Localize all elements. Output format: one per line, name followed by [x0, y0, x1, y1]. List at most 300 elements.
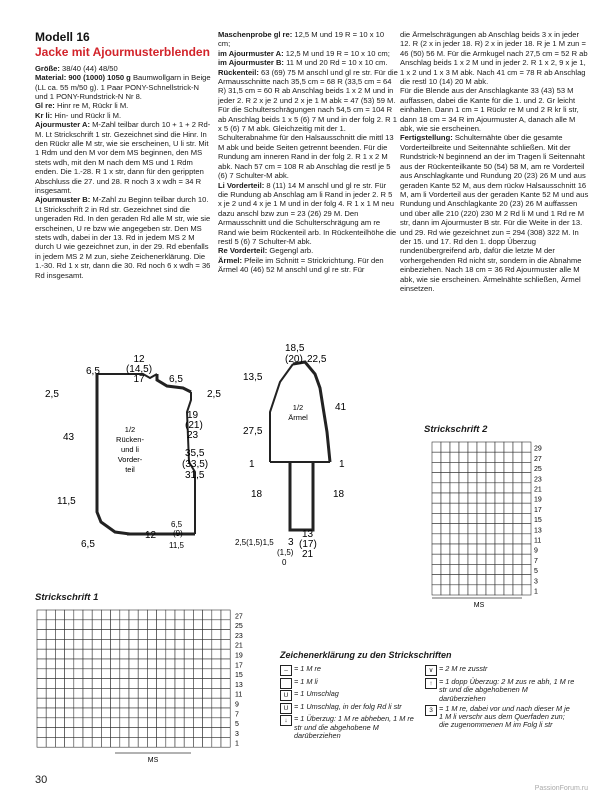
- dim-width-top: 12: [133, 354, 145, 365]
- chart-cell: [504, 473, 513, 483]
- chart-cell: [55, 669, 64, 679]
- chart-cell: [92, 718, 101, 728]
- chart-cell: [184, 620, 193, 630]
- dim-1-left: 1: [249, 459, 255, 470]
- paragraph-heading: Material: 900 (1000) 1050 g: [35, 73, 131, 83]
- chart-cell: [147, 698, 156, 708]
- chart-cell: [111, 688, 120, 698]
- chart-cell: [468, 544, 477, 554]
- chart-cell: [513, 534, 522, 544]
- chart-cell: [175, 639, 184, 649]
- chart-cell: [432, 493, 441, 503]
- chart-cell: [432, 483, 441, 493]
- chart-cell: [37, 610, 46, 620]
- chart-cell: [129, 698, 138, 708]
- dim-41: 41: [335, 402, 347, 413]
- chart-cell: [175, 679, 184, 689]
- chart-cell: [468, 585, 477, 595]
- paragraph-text: 12,5 M und 19 R = 10 x 10 cm;: [283, 48, 390, 58]
- chart-cell: [513, 462, 522, 472]
- row-number: 17: [534, 506, 542, 514]
- chart-cell: [101, 630, 110, 640]
- legend-symbol: [280, 678, 292, 689]
- chart-cell: [212, 698, 221, 708]
- chart-cell: [450, 524, 459, 534]
- chart-cell: [432, 544, 441, 554]
- chart-cell: [157, 610, 166, 620]
- chart-cell: [203, 630, 212, 640]
- chart-cell: [450, 462, 459, 472]
- chart-cell: [184, 737, 193, 747]
- chart-cell: [459, 483, 468, 493]
- chart-cell: [441, 524, 450, 534]
- chart-cell: [92, 728, 101, 738]
- paragraph: [218, 58, 398, 67]
- chart-cell: [193, 620, 202, 630]
- chart-cell: [522, 585, 531, 595]
- chart-cell: [193, 659, 202, 669]
- chart-cell: [441, 513, 450, 523]
- chart-cell: [65, 688, 74, 698]
- chart-cell: [83, 620, 92, 630]
- chart-cell: [147, 728, 156, 738]
- chart-cell: [83, 688, 92, 698]
- chart-cell: [166, 728, 175, 738]
- dim-17-sleeve: (17): [299, 539, 317, 550]
- paragraph-heading: Gl re:: [35, 101, 55, 111]
- chart-cell: [504, 493, 513, 503]
- svg-text:teil: teil: [125, 465, 135, 474]
- chart-cell: [157, 718, 166, 728]
- chart-cell: [513, 564, 522, 574]
- chart-cell: [221, 708, 230, 718]
- chart-cell: [74, 708, 83, 718]
- chart-cell: [111, 639, 120, 649]
- chart-cell: [495, 575, 504, 585]
- chart-cell: [193, 639, 202, 649]
- row-number: 13: [534, 527, 542, 535]
- chart-cell: [477, 483, 486, 493]
- chart-cell: [55, 659, 64, 669]
- schematic-sleeve: [235, 343, 365, 567]
- chart-cell: [468, 575, 477, 585]
- chart-cell: [495, 524, 504, 534]
- chart-cell: [83, 698, 92, 708]
- chart-cell: [46, 688, 55, 698]
- chart-cell: [504, 534, 513, 544]
- chart-cell: [477, 575, 486, 585]
- chart-cell: [111, 620, 120, 630]
- legend: [280, 650, 580, 742]
- row-number: 7: [534, 557, 538, 565]
- chart-cell: [504, 544, 513, 554]
- chart-cell: [212, 620, 221, 630]
- chart-cell: [111, 728, 120, 738]
- chart-cell: [120, 659, 129, 669]
- chart-cell: [221, 679, 230, 689]
- chart-cell: [495, 503, 504, 513]
- chart-cell: [441, 452, 450, 462]
- chart-cell: [522, 442, 531, 452]
- paragraph-heading: Fertigstellung:: [400, 133, 453, 143]
- chart-cell: [504, 585, 513, 595]
- chart-cell: [138, 620, 147, 630]
- chart-cell: [450, 564, 459, 574]
- row-number: 19: [235, 652, 243, 660]
- chart-cell: [46, 679, 55, 689]
- chart-cell: [495, 442, 504, 452]
- chart-cell: [74, 728, 83, 738]
- chart-cell: [504, 575, 513, 585]
- paragraph: [218, 256, 398, 275]
- chart-cell: [450, 483, 459, 493]
- svg-text:Ärmel: Ärmel: [288, 413, 308, 422]
- dim-20: (20): [285, 354, 303, 365]
- paragraph-text: M-Zahl zu Beginn teilbar durch 10. Lt Strickschrift 2 in Rd str. Gezeichnet sind die ungeraden Rd. In den geraden Rd alle M str, wie sie erscheinen, U re bzw wie angegeben str. Den MS stets wdh, dabei in der 13. Rd in jedem MS 2 M durch U wie gezeichnet zun, in der 29. Rd ebenfalls in jedem MS 2 M zun, siehe Zeichenerklärung. Die 1.-30. Rd 1 x str, dann die 30. Rd noch 6 x wdh = 36 Rd insgesamt.: [35, 195, 211, 280]
- dim-21-sleeve: 21: [302, 549, 314, 560]
- row-number: 25: [235, 623, 243, 631]
- row-number: 5: [235, 721, 239, 729]
- chart-cell: [184, 708, 193, 718]
- legend-text: = 1 M re: [294, 664, 321, 674]
- chart-cell: [111, 669, 120, 679]
- chart-cell: [450, 585, 459, 595]
- chart-cell: [129, 669, 138, 679]
- paragraph-heading: Kr li:: [35, 110, 53, 120]
- dim-335: (33,5): [182, 459, 209, 470]
- chart-cell: [504, 452, 513, 462]
- chart-cell: [468, 564, 477, 574]
- chart-cell: [37, 639, 46, 649]
- paragraph: [400, 30, 590, 86]
- chart-cell: [212, 610, 221, 620]
- chart-cell: [212, 688, 221, 698]
- chart-cell: [486, 452, 495, 462]
- paragraph-heading: Re Vorderteil:: [218, 246, 268, 256]
- chart-cell: [147, 708, 156, 718]
- chart-cell: [193, 698, 202, 708]
- chart-cell: [193, 630, 202, 640]
- chart-cell: [157, 688, 166, 698]
- dim-15: (1,5): [277, 548, 294, 557]
- chart-cell: [522, 564, 531, 574]
- chart-cell: [157, 630, 166, 640]
- chart-cell: [92, 630, 101, 640]
- chart-cell: [175, 708, 184, 718]
- chart-cell: [441, 585, 450, 595]
- chart-cell: [101, 659, 110, 669]
- chart-cell: [92, 737, 101, 747]
- chart-cell: [175, 718, 184, 728]
- row-number: 23: [235, 632, 243, 640]
- chart-cell: [212, 737, 221, 747]
- chart-cell: [203, 679, 212, 689]
- chart-cell: [120, 639, 129, 649]
- paragraph: [35, 73, 213, 101]
- pattern-title: Jacke mit Ajourmusterblenden: [35, 44, 210, 59]
- chart-cell: [221, 630, 230, 640]
- chart-cell: [74, 630, 83, 640]
- chart-cell: [432, 524, 441, 534]
- row-number: 15: [534, 517, 542, 525]
- chart-cell: [37, 649, 46, 659]
- chart-cell: [166, 659, 175, 669]
- chart-cell: [138, 649, 147, 659]
- dim-315: 31,5: [185, 470, 205, 481]
- chart-cell: [513, 554, 522, 564]
- chart-cell: [495, 534, 504, 544]
- chart-cell: [221, 669, 230, 679]
- chart-cell: [184, 698, 193, 708]
- chart1-title: Strickschrift 1: [35, 592, 99, 603]
- svg-text:Vorder-: Vorder-: [117, 455, 143, 464]
- paragraph-heading: Ärmel:: [218, 255, 243, 265]
- row-number: 25: [534, 466, 542, 474]
- chart-cell: [184, 669, 193, 679]
- chart-cell: [129, 737, 138, 747]
- chart-cell: [111, 659, 120, 669]
- legend-item: [280, 678, 415, 689]
- chart-cell: [147, 679, 156, 689]
- chart-cell: [468, 503, 477, 513]
- chart-cell: [147, 737, 156, 747]
- chart-cell: [441, 575, 450, 585]
- chart-cell: [46, 669, 55, 679]
- dim-65-bottom: 6,5: [81, 539, 95, 550]
- chart-cell: [184, 649, 193, 659]
- chart-cell: [83, 669, 92, 679]
- chart-cell: [441, 564, 450, 574]
- legend-symbol: 3: [425, 705, 437, 716]
- chart-cell: [138, 679, 147, 689]
- chart-cell: [74, 688, 83, 698]
- chart-cell: [92, 649, 101, 659]
- chart-cell: [459, 503, 468, 513]
- chart-cell: [138, 688, 147, 698]
- paragraph: [218, 246, 398, 255]
- chart-cell: [221, 718, 230, 728]
- chart-cell: [522, 483, 531, 493]
- chart-cell: [486, 493, 495, 503]
- chart-cell: [74, 698, 83, 708]
- chart-cell: [221, 688, 230, 698]
- chart-cell: [111, 649, 120, 659]
- chart-cell: [120, 649, 129, 659]
- chart-cell: [157, 659, 166, 669]
- chart1-grid: [35, 608, 265, 766]
- chart-cell: [74, 649, 83, 659]
- chart-cell: [175, 620, 184, 630]
- chart-cell: [459, 473, 468, 483]
- column-3: [400, 30, 590, 293]
- paragraph-heading: Rückenteil:: [218, 67, 259, 77]
- column-1: [35, 30, 213, 280]
- chart-cell: [486, 585, 495, 595]
- chart-cell: [522, 462, 531, 472]
- chart-cell: [166, 620, 175, 630]
- chart-cell: [459, 524, 468, 534]
- chart-cell: [74, 659, 83, 669]
- chart-cell: [477, 462, 486, 472]
- legend-text: = 1 Umschlag, in der folg Rd li str: [294, 701, 402, 711]
- chart-cell: [46, 737, 55, 747]
- chart-cell: [477, 585, 486, 595]
- chart-cell: [477, 524, 486, 534]
- chart-cell: [120, 610, 129, 620]
- chart-cell: [468, 473, 477, 483]
- chart-cell: [83, 737, 92, 747]
- row-number: 19: [534, 496, 542, 504]
- dim-3: 3: [288, 537, 294, 548]
- row-number: 15: [235, 672, 243, 680]
- chart-cell: [138, 708, 147, 718]
- paragraph-heading: Ajourmuster A:: [35, 120, 90, 130]
- chart-cell: [495, 544, 504, 554]
- chart-cell: [468, 483, 477, 493]
- piece-label-back: [116, 425, 144, 474]
- legend-symbol: ∨: [425, 665, 437, 676]
- chart-cell: [221, 737, 230, 747]
- chart-cell: [147, 620, 156, 630]
- chart-cell: [432, 575, 441, 585]
- chart-cell: [111, 718, 120, 728]
- chart-cell: [459, 544, 468, 554]
- chart-cell: [486, 524, 495, 534]
- chart-cell: [459, 534, 468, 544]
- chart-cell: [212, 728, 221, 738]
- chart-cell: [513, 473, 522, 483]
- chart-cell: [221, 639, 230, 649]
- chart-cell: [468, 493, 477, 503]
- chart-cell: [65, 737, 74, 747]
- chart-cell: [46, 728, 55, 738]
- chart-cell: [504, 513, 513, 523]
- chart-cell: [459, 564, 468, 574]
- chart-cell: [212, 669, 221, 679]
- chart-cell: [486, 462, 495, 472]
- chart-cell: [441, 483, 450, 493]
- chart-cell: [459, 452, 468, 462]
- chart-cell: [513, 483, 522, 493]
- chart-cell: [55, 649, 64, 659]
- chart-cell: [203, 708, 212, 718]
- chart-cell: [37, 630, 46, 640]
- chart-cell: [203, 698, 212, 708]
- chart-cell: [477, 513, 486, 523]
- chart-cell: [504, 503, 513, 513]
- chart-cell: [37, 659, 46, 669]
- chart-cell: [513, 524, 522, 534]
- chart2-title: Strickschrift 2: [424, 424, 488, 435]
- chart-cell: [193, 669, 202, 679]
- chart-cell: [101, 679, 110, 689]
- dim-9: (9): [173, 529, 183, 538]
- chart-cell: [129, 630, 138, 640]
- paragraph: [35, 111, 213, 120]
- chart-cell: [221, 649, 230, 659]
- chart-cell: [138, 639, 147, 649]
- chart-cell: [120, 708, 129, 718]
- chart-cell: [65, 718, 74, 728]
- watermark: PassionForum.ru: [534, 785, 588, 792]
- chart-cell: [138, 728, 147, 738]
- svg-text:1/2: 1/2: [292, 403, 304, 412]
- chart-cell: [477, 442, 486, 452]
- paragraph-heading: Maschenprobe gl re:: [218, 30, 293, 39]
- chart-cell: [212, 718, 221, 728]
- dim-65-left: 6,5: [86, 366, 100, 377]
- chart-cell: [147, 669, 156, 679]
- chart-cell: [166, 688, 175, 698]
- chart-cell: [83, 630, 92, 640]
- chart-cell: [477, 554, 486, 564]
- paragraph-text: Hin- und Rückr li M.: [52, 110, 122, 120]
- chart-cell: [486, 513, 495, 523]
- chart-cell: [83, 728, 92, 738]
- chart-cell: [432, 585, 441, 595]
- dim-115-small: 11,5: [169, 541, 184, 550]
- paragraph: [218, 68, 398, 181]
- chart-cell: [221, 620, 230, 630]
- chart-cell: [184, 728, 193, 738]
- chart-cell: [65, 659, 74, 669]
- chart-cell: [129, 639, 138, 649]
- chart-cell: [504, 483, 513, 493]
- chart-cell: [203, 718, 212, 728]
- chart-cell: [175, 649, 184, 659]
- chart-cell: [37, 737, 46, 747]
- chart-cell: [46, 620, 55, 630]
- chart-cell: [101, 708, 110, 718]
- chart-cell: [129, 620, 138, 630]
- chart-cell: [522, 493, 531, 503]
- chart-cell: [55, 620, 64, 630]
- row-number: 27: [534, 455, 542, 463]
- chart-cell: [522, 544, 531, 554]
- dim-115: 11,5: [57, 496, 76, 507]
- chart-cell: [101, 718, 110, 728]
- chart-cell: [432, 442, 441, 452]
- chart-cell: [101, 737, 110, 747]
- chart-cell: [486, 554, 495, 564]
- chart-cell: [55, 610, 64, 620]
- chart-cell: [166, 639, 175, 649]
- dim-25-left: 2,5: [45, 389, 59, 400]
- chart-cell: [129, 679, 138, 689]
- chart-cell: [46, 708, 55, 718]
- dim-19: 19: [187, 410, 199, 421]
- chart-cell: [101, 620, 110, 630]
- chart-cell: [450, 554, 459, 564]
- chart-cell: [129, 659, 138, 669]
- dim-225: 22,5: [307, 354, 327, 365]
- chart-cell: [504, 564, 513, 574]
- chart-cell: [450, 575, 459, 585]
- chart-cell: [522, 554, 531, 564]
- paragraph-heading: Li Vorderteil:: [218, 180, 265, 190]
- chart-cell: [184, 610, 193, 620]
- chart-cell: [522, 575, 531, 585]
- chart-cell: [46, 698, 55, 708]
- chart-cell: [37, 708, 46, 718]
- chart-cell: [513, 442, 522, 452]
- chart-cell: [147, 630, 156, 640]
- chart-cell: [166, 679, 175, 689]
- chart-cell: [74, 737, 83, 747]
- chart-cell: [522, 534, 531, 544]
- chart-cell: [166, 649, 175, 659]
- chart-cell: [522, 513, 531, 523]
